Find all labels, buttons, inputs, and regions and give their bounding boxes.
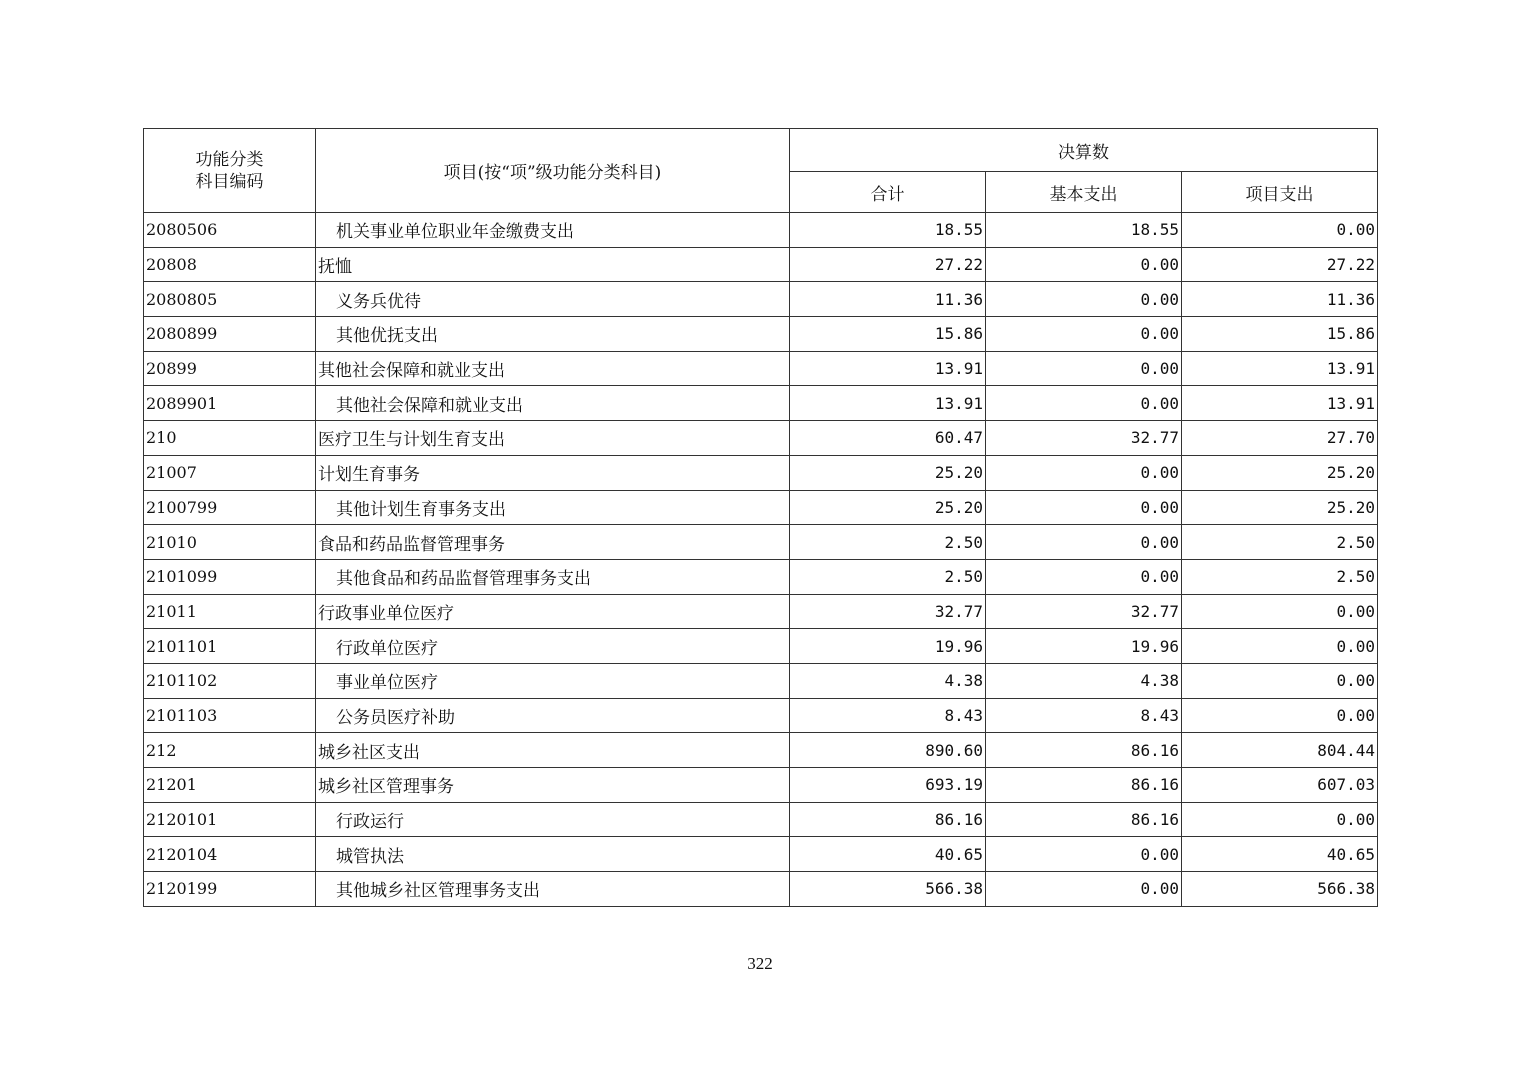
table-row: [144, 317, 1378, 352]
item-name-cell: 行政事业单位医疗: [316, 594, 790, 629]
total-cell: 86.16: [790, 802, 986, 837]
table-row: [144, 282, 1378, 317]
item-name-cell: 公务员医疗补助: [316, 698, 790, 733]
item-name-cell: 其他社会保障和就业支出: [316, 386, 790, 421]
project-cell: 11.36: [1182, 282, 1378, 317]
table-row: [144, 247, 1378, 282]
table-row: [144, 490, 1378, 525]
total-cell: 25.20: [790, 490, 986, 525]
item-name-cell: 城乡社区管理事务: [316, 768, 790, 803]
total-cell: 19.96: [790, 629, 986, 664]
basic-cell: 0.00: [986, 247, 1182, 282]
basic-cell: 86.16: [986, 802, 1182, 837]
code-cell: 2101102: [144, 663, 316, 698]
basic-cell: 19.96: [986, 629, 1182, 664]
item-name-cell: 行政运行: [316, 802, 790, 837]
basic-cell: 0.00: [986, 559, 1182, 594]
code-cell: 20899: [144, 351, 316, 386]
budget-table: [143, 128, 1378, 907]
table-row: [144, 768, 1378, 803]
table-row: [144, 455, 1378, 490]
project-cell: 27.22: [1182, 247, 1378, 282]
basic-cell: 4.38: [986, 663, 1182, 698]
total-cell: 13.91: [790, 351, 986, 386]
code-cell: 2101103: [144, 698, 316, 733]
project-cell: 40.65: [1182, 837, 1378, 872]
project-cell: 0.00: [1182, 698, 1378, 733]
code-cell: 212: [144, 733, 316, 768]
code-header-line1: 功能分类: [195, 149, 264, 170]
table-row: [144, 594, 1378, 629]
basic-cell: 0.00: [986, 490, 1182, 525]
basic-cell: 0.00: [986, 386, 1182, 421]
code-cell: 21201: [144, 768, 316, 803]
project-cell: 0.00: [1182, 802, 1378, 837]
table-row: [144, 698, 1378, 733]
basic-cell: 32.77: [986, 594, 1182, 629]
total-cell: 2.50: [790, 525, 986, 560]
table-row: [144, 559, 1378, 594]
project-cell: 0.00: [1182, 629, 1378, 664]
item-name-cell: 义务兵优待: [316, 282, 790, 317]
table-row: [144, 872, 1378, 907]
code-column-header: [144, 129, 316, 213]
total-cell: 40.65: [790, 837, 986, 872]
project-cell: 607.03: [1182, 768, 1378, 803]
project-cell: 0.00: [1182, 213, 1378, 248]
item-name-cell: 城管执法: [316, 837, 790, 872]
project-cell: 27.70: [1182, 421, 1378, 456]
total-cell: 18.55: [790, 213, 986, 248]
project-cell: 13.91: [1182, 351, 1378, 386]
project-cell: 0.00: [1182, 663, 1378, 698]
total-cell: 15.86: [790, 317, 986, 352]
item-name-cell: 医疗卫生与计划生育支出: [316, 421, 790, 456]
basic-column-header: 基本支出: [986, 172, 1182, 213]
code-cell: 21010: [144, 525, 316, 560]
code-cell: 2080899: [144, 317, 316, 352]
total-cell: 8.43: [790, 698, 986, 733]
project-cell: 25.20: [1182, 455, 1378, 490]
total-cell: 13.91: [790, 386, 986, 421]
settlement-header: 决算数: [790, 129, 1378, 172]
code-cell: 21011: [144, 594, 316, 629]
total-cell: 27.22: [790, 247, 986, 282]
total-cell: 25.20: [790, 455, 986, 490]
table-row: [144, 663, 1378, 698]
code-header-line2: 科目编码: [195, 171, 264, 192]
total-cell: 566.38: [790, 872, 986, 907]
total-cell: 60.47: [790, 421, 986, 456]
item-name-cell: 事业单位医疗: [316, 663, 790, 698]
table-row: [144, 733, 1378, 768]
item-name-cell: 其他计划生育事务支出: [316, 490, 790, 525]
project-cell: 15.86: [1182, 317, 1378, 352]
project-cell: 25.20: [1182, 490, 1378, 525]
page-number: 322: [747, 954, 773, 973]
basic-cell: 32.77: [986, 421, 1182, 456]
total-cell: 890.60: [790, 733, 986, 768]
basic-cell: 86.16: [986, 768, 1182, 803]
basic-cell: 0.00: [986, 317, 1182, 352]
code-cell: 210: [144, 421, 316, 456]
table-row: [144, 213, 1378, 248]
code-cell: 2101099: [144, 559, 316, 594]
basic-cell: 18.55: [986, 213, 1182, 248]
item-name-cell: 城乡社区支出: [316, 733, 790, 768]
item-name-cell: 其他社会保障和就业支出: [316, 351, 790, 386]
table-row: [144, 351, 1378, 386]
table-body: [144, 213, 1378, 907]
code-cell: 2101101: [144, 629, 316, 664]
code-cell: 2080506: [144, 213, 316, 248]
item-name-cell: 行政单位医疗: [316, 629, 790, 664]
total-cell: 4.38: [790, 663, 986, 698]
item-name-cell: 食品和药品监督管理事务: [316, 525, 790, 560]
project-column-header: 项目支出: [1182, 172, 1378, 213]
code-cell: 2080805: [144, 282, 316, 317]
table-row: [144, 525, 1378, 560]
item-name-cell: 抚恤: [316, 247, 790, 282]
project-cell: 566.38: [1182, 872, 1378, 907]
total-cell: 2.50: [790, 559, 986, 594]
code-cell: 21007: [144, 455, 316, 490]
code-cell: 2089901: [144, 386, 316, 421]
total-cell: 32.77: [790, 594, 986, 629]
table-row: [144, 629, 1378, 664]
item-name-cell: 计划生育事务: [316, 455, 790, 490]
table-row: [144, 802, 1378, 837]
item-name-cell: 其他城乡社区管理事务支出: [316, 872, 790, 907]
item-name-cell: 其他食品和药品监督管理事务支出: [316, 559, 790, 594]
basic-cell: 0.00: [986, 455, 1182, 490]
code-cell: 2120104: [144, 837, 316, 872]
total-cell: 693.19: [790, 768, 986, 803]
basic-cell: 0.00: [986, 872, 1182, 907]
project-cell: 804.44: [1182, 733, 1378, 768]
total-column-header: 合计: [790, 172, 986, 213]
basic-cell: 0.00: [986, 837, 1182, 872]
basic-cell: 86.16: [986, 733, 1182, 768]
code-cell: 20808: [144, 247, 316, 282]
project-cell: 0.00: [1182, 594, 1378, 629]
total-cell: 11.36: [790, 282, 986, 317]
basic-cell: 0.00: [986, 282, 1182, 317]
project-cell: 2.50: [1182, 525, 1378, 560]
item-name-cell: 机关事业单位职业年金缴费支出: [316, 213, 790, 248]
item-name-cell: 其他优抚支出: [316, 317, 790, 352]
code-cell: 2100799: [144, 490, 316, 525]
basic-cell: 8.43: [986, 698, 1182, 733]
code-cell: 2120101: [144, 802, 316, 837]
basic-cell: 0.00: [986, 525, 1182, 560]
project-cell: 2.50: [1182, 559, 1378, 594]
code-cell: 2120199: [144, 872, 316, 907]
item-column-header: 项目(按“项”级功能分类科目): [316, 129, 790, 213]
project-cell: 13.91: [1182, 386, 1378, 421]
table-row: [144, 837, 1378, 872]
basic-cell: 0.00: [986, 351, 1182, 386]
table-row: [144, 386, 1378, 421]
table-row: [144, 421, 1378, 456]
table-header: [144, 129, 1378, 213]
